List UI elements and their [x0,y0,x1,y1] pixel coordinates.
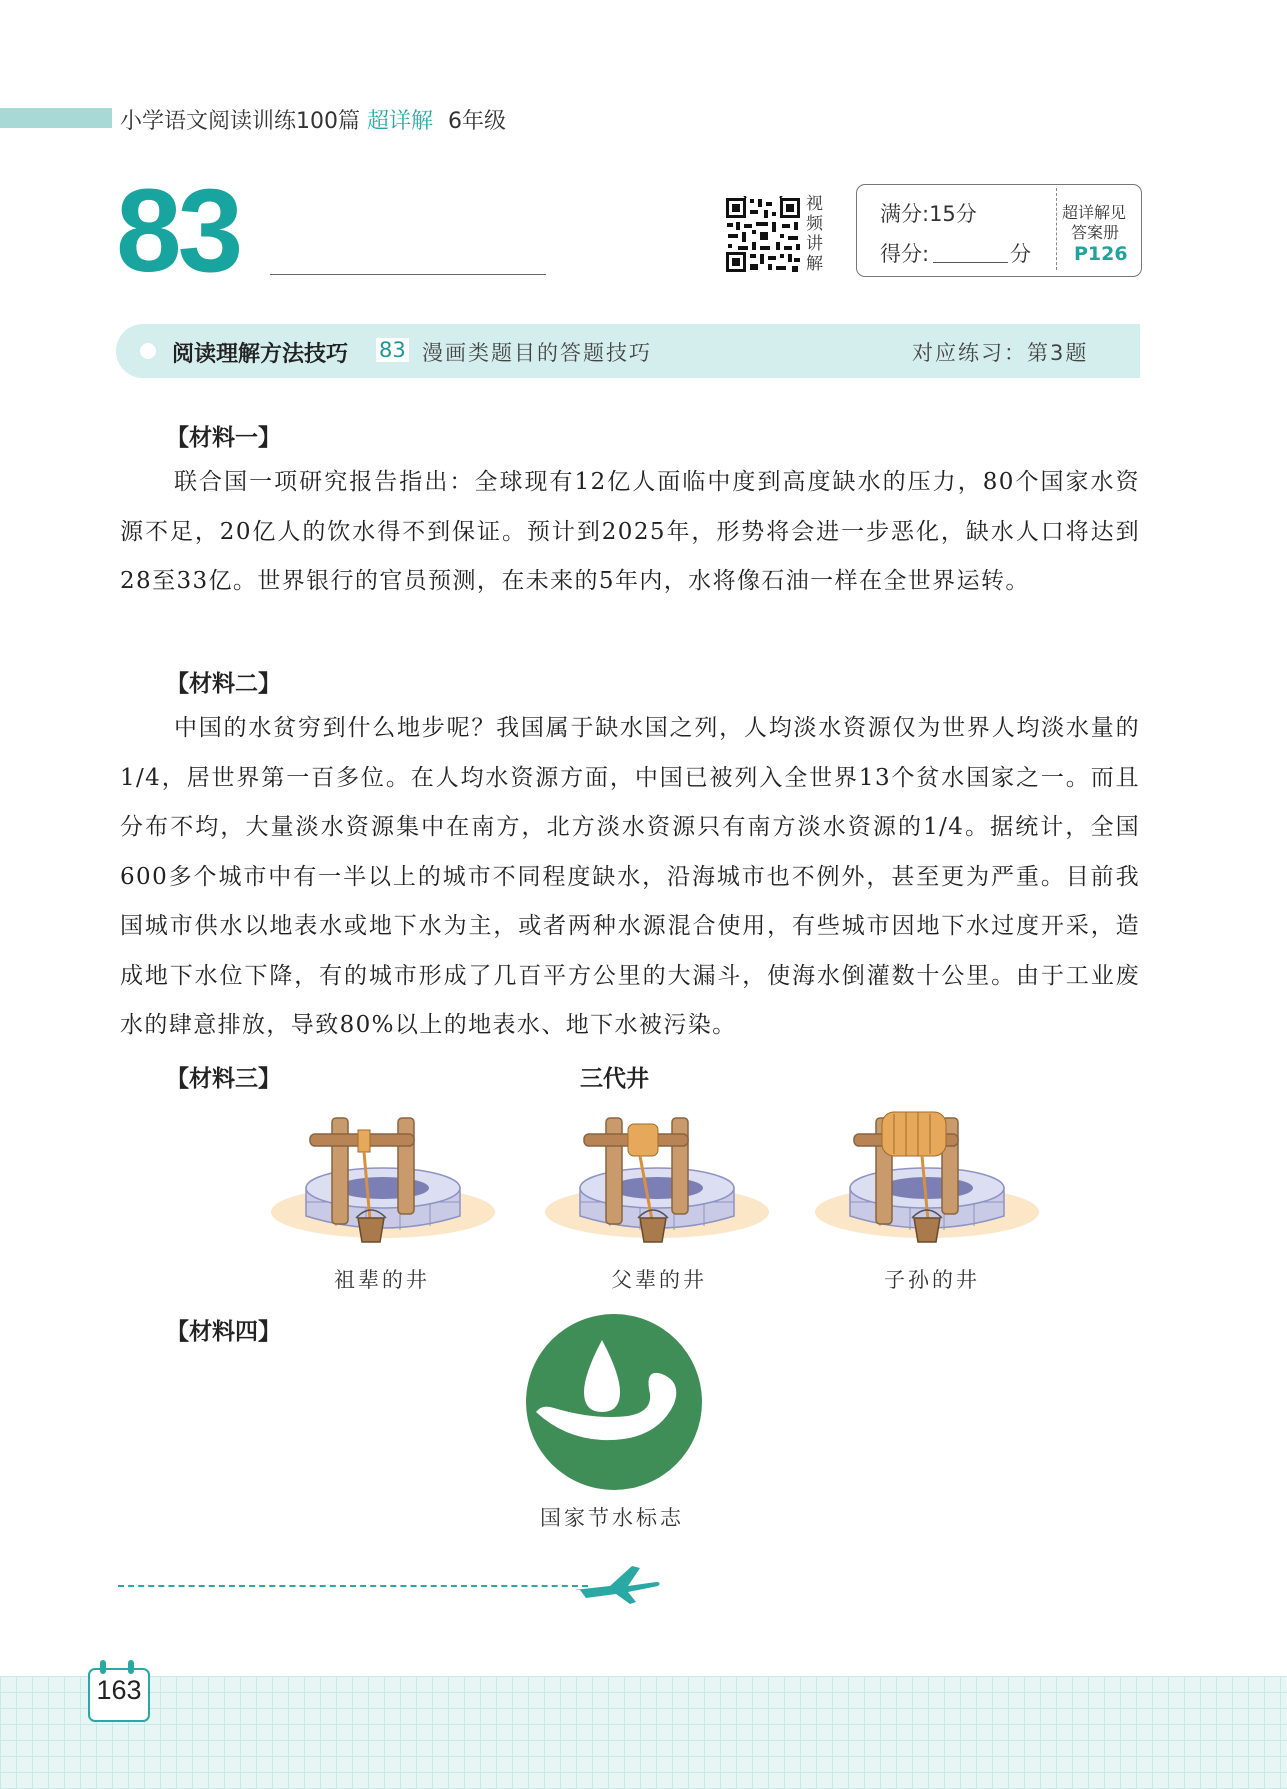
method-number: 83 [376,338,409,362]
well-caption-descendants: 子孙的井 [884,1268,980,1292]
material-1-heading: 【材料一】 [166,425,281,451]
airplane-icon [570,1560,662,1604]
answer-note-line1: 超详解见 [1062,203,1127,222]
title-underline [270,274,546,275]
well-icon [266,1108,500,1246]
well-caption-parents: 父辈的井 [611,1268,707,1292]
method-title: 阅读理解方法技巧 [172,342,349,367]
material-4-heading: 【材料四】 [166,1319,281,1345]
book-title: 小学语文阅读训练100篇 [120,109,360,134]
full-score-label: 满分:15分 [880,202,977,226]
header-accent-bar [0,108,112,128]
score-divider [1056,188,1057,270]
book-accent: 超详解 [367,109,434,134]
calendar-ring-icon [128,1660,134,1674]
grade-label: 6年级 [448,109,507,134]
method-topic: 漫画类题目的答题技巧 [422,341,652,365]
material-3-heading: 【材料三】 [166,1066,281,1092]
qr-label-char: 讲 [806,234,823,254]
answer-note-line2: 答案册 [1071,223,1120,242]
qr-label-char: 视 [806,194,823,214]
well-icon [810,1108,1044,1246]
lesson-number: 83 [116,165,240,297]
answer-page-ref: P126 [1074,243,1128,265]
qr-label-char: 频 [806,214,823,234]
qr-label-char: 解 [806,254,823,274]
logo-caption: 国家节水标志 [540,1506,684,1530]
book-header [120,104,506,135]
well-caption-grandparents: 祖辈的井 [334,1268,430,1292]
calendar-ring-icon [100,1660,106,1674]
material-2-text: 中国的水贫穷到什么地步呢？我国属于缺水国之列，人均淡水资源仅为世界人均淡水量的1/4，居世界第一百多位。在人均水资源方面，中国已被列入全世界13个贫水国家之一。而且分布不均，大量淡水资源集中在南方，北方淡水资源只有南方淡水资源的1/4。据统计，全国600多个城市中有一半以上的城市不同程度缺水，沿海城市也不例外，甚至更为严重。目前我国城市供水以地表水或地下水为主，或者两种水源混合使用，有些城市因地下水过度开采，造成地下水位下降，有的城市形成了几百平方公里的大漏斗，使海水倒灌数十公里。由于工业废水的肆意排放，导致80%以上的地表水、地下水被污染。 [120,715,1140,1038]
decorative-dashed-line [118,1585,588,1587]
material-1-text: 联合国一项研究报告指出：全球现有12亿人面临中度到高度缺水的压力，80个国家水资源不足，20亿人的饮水得不到保证。预计到2025年，形势将会进一步恶化，缺水人口将达到28至33亿。世界银行的官员预测，在未来的5年内，水将像石油一样在全世界运转。 [120,469,1140,594]
practice-reference: 对应练习：第3题 [912,341,1089,365]
video-lecture-label[interactable] [806,194,828,274]
score-unit: 分 [1010,242,1031,266]
score-input-line[interactable] [933,262,1008,263]
page-number: 163 [96,1675,142,1705]
qr-code-icon[interactable] [724,196,802,274]
footer-grid-band [0,1676,1287,1789]
score-obtained-label: 得分: [880,242,930,266]
banner-bullet-icon [140,343,156,359]
material-2-heading: 【材料二】 [166,671,281,697]
well-icon [540,1108,774,1246]
cartoon-title: 三代井 [580,1066,649,1092]
water-saving-logo-icon [524,1312,704,1492]
